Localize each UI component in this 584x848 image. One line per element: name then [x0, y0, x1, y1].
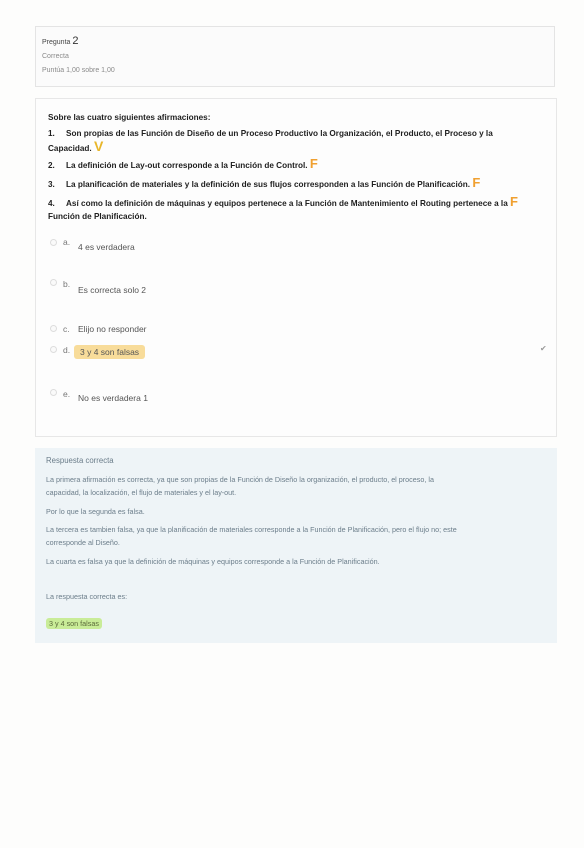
- question-number: 2: [72, 35, 79, 47]
- question-info: [35, 26, 555, 87]
- feedback-paragraph-1: La primera afirmación es correcta, ya que son propias de la Función de Diseño la organización, el producto, el proceso, la capacidad, la localización, el flujo de materiales y el lay-out.: [46, 475, 434, 497]
- option-label: 4 es verdadera: [78, 242, 135, 252]
- feedback-panel: [35, 448, 557, 643]
- correct-answer-label: La respuesta correcta es:: [46, 592, 128, 601]
- handwritten-mark: F: [472, 175, 481, 190]
- question-score: Puntúa 1,00 sobre 1,00: [42, 67, 115, 74]
- option-label: Es correcta solo 2: [78, 285, 147, 295]
- handwritten-mark: F: [510, 194, 518, 209]
- check-icon: ✔: [540, 344, 547, 353]
- radio-button[interactable]: [50, 346, 57, 353]
- radio-button[interactable]: [50, 325, 57, 332]
- radio-button[interactable]: [50, 239, 57, 246]
- statement-1: 1. Son propias de las Función de Diseño de un Proceso Productivo la Organización, el Producto, el Proceso y la Capacidad. V: [48, 129, 493, 154]
- feedback-paragraph-4: La cuarta es falsa ya que la definición de máquinas y equipos corresponde a la Función de Planificación.: [46, 557, 380, 566]
- correct-answer: 3 y 4 son falsas: [46, 617, 551, 630]
- feedback-paragraph-2: Por lo que la segunda es falsa.: [46, 507, 145, 516]
- question-content: Sobre las cuatro siguientes afirmaciones: 1. Son propias de las Función de Diseño de un Proceso Productivo la Organización, el Producto, el Proceso y la Capacidad. V 2. La definición de Lay-out corresponde a la Función de Control. F 3. La planificación de materiales y la definición de sus flujos corresponden a las Función de Planificación. F 4. Así como la definición de máquinas y equipos pertenece a la Función de Mantenimiento el Routing pertenece a la F Función de Planificación. a. 4 es verdadera b. Es correcta solo 2 c. Elijo no responder d. 3 y 4 son falsas ✔ e. No es verdadera 1: [35, 98, 557, 437]
- feedback-paragraph-3: La tercera es tambien falsa, ya que la planificación de materiales corresponde a la Función de Planificación, pero el flujo no; este corresponde al Diseño.: [46, 525, 457, 547]
- statement-2: 2. La definición de Lay-out corresponde a la Función de Control. F: [48, 156, 318, 171]
- option-label: No es verdadera 1: [78, 393, 148, 403]
- radio-button[interactable]: [50, 389, 57, 396]
- option-label: Elijo no responder: [78, 324, 147, 334]
- handwritten-mark: F: [309, 156, 318, 171]
- handwritten-mark: V: [93, 138, 104, 154]
- statement-3: 3. La planificación de materiales y la definición de sus flujos corresponden a las Función de Planificación. F: [48, 175, 481, 190]
- radio-button[interactable]: [50, 279, 57, 286]
- statement-4: 4. Así como la definición de máquinas y equipos pertenece a la Función de Mantenimiento el Routing pertenece a la F Función de Planificación.: [48, 194, 518, 221]
- question-status: Correcta: [42, 53, 69, 60]
- feedback-title: Respuesta correcta: [46, 456, 114, 465]
- question-intro: Sobre las cuatro siguientes afirmaciones:: [48, 113, 211, 122]
- question-label: Pregunta: [42, 39, 71, 46]
- option-label-selected: 3 y 4 son falsas: [74, 347, 145, 357]
